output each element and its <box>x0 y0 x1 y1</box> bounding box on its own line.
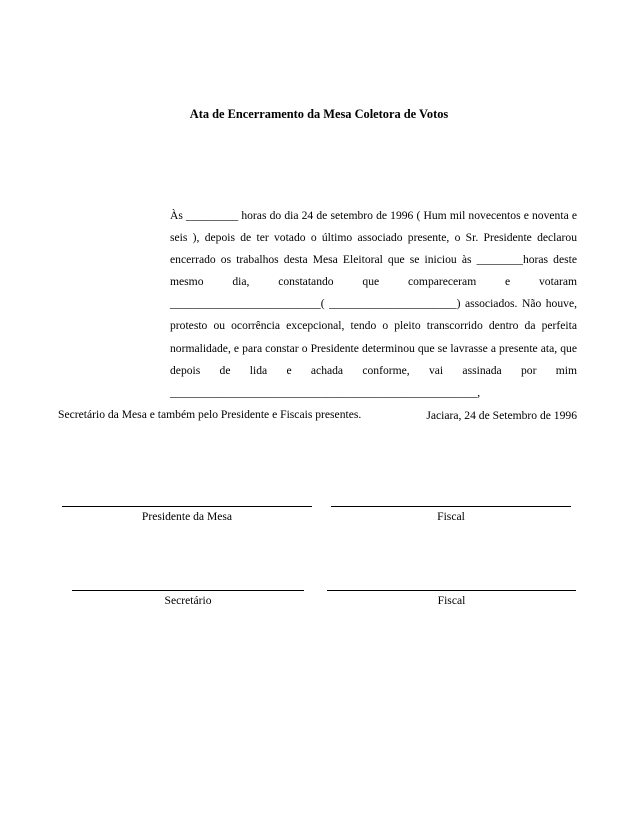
signature-label: Fiscal <box>437 594 466 607</box>
body-paragraph: Às _________ horas do dia 24 de setembro de 1996 ( Hum mil novecentos e noventa e seis ), depois de ter votado o último associado presente, o Sr. Presidente declarou encerrado os trabalhos desta Mesa Eleitoral que se iniciou às ________horas deste mesmo dia, constatando que compareceram e votaram __________________________( ______________________) associados. Não houve, protesto ou ocorrência excepcional, tendo o pleito transcorrido dentro da perfeita normalidade, e para constar o Presidente determinou que se lavrasse a presente ata, que depois de lida e achada conforme, vai assinada por mim _____________________________________________________, <box>170 209 577 399</box>
signature-fiscal-1 <box>331 506 571 523</box>
signature-label: Secretário <box>164 594 212 607</box>
body-paragraph-closing: Secretário da Mesa e também pelo Presidente e Fiscais presentes. <box>58 407 362 421</box>
document-body <box>58 205 577 426</box>
signature-president <box>62 506 312 523</box>
signature-line <box>331 506 571 507</box>
signature-fiscal-2 <box>327 590 576 607</box>
signature-line <box>62 506 312 507</box>
document-title: Ata de Encerramento da Mesa Coletora de Votos <box>189 107 449 121</box>
signature-label: Fiscal <box>437 510 465 523</box>
signature-line <box>72 590 304 591</box>
signature-line <box>327 590 576 591</box>
place-date: Jaciara, 24 de Setembro de 1996 <box>426 409 577 422</box>
signature-secretary <box>72 590 304 607</box>
signature-label: Presidente da Mesa <box>141 510 233 523</box>
